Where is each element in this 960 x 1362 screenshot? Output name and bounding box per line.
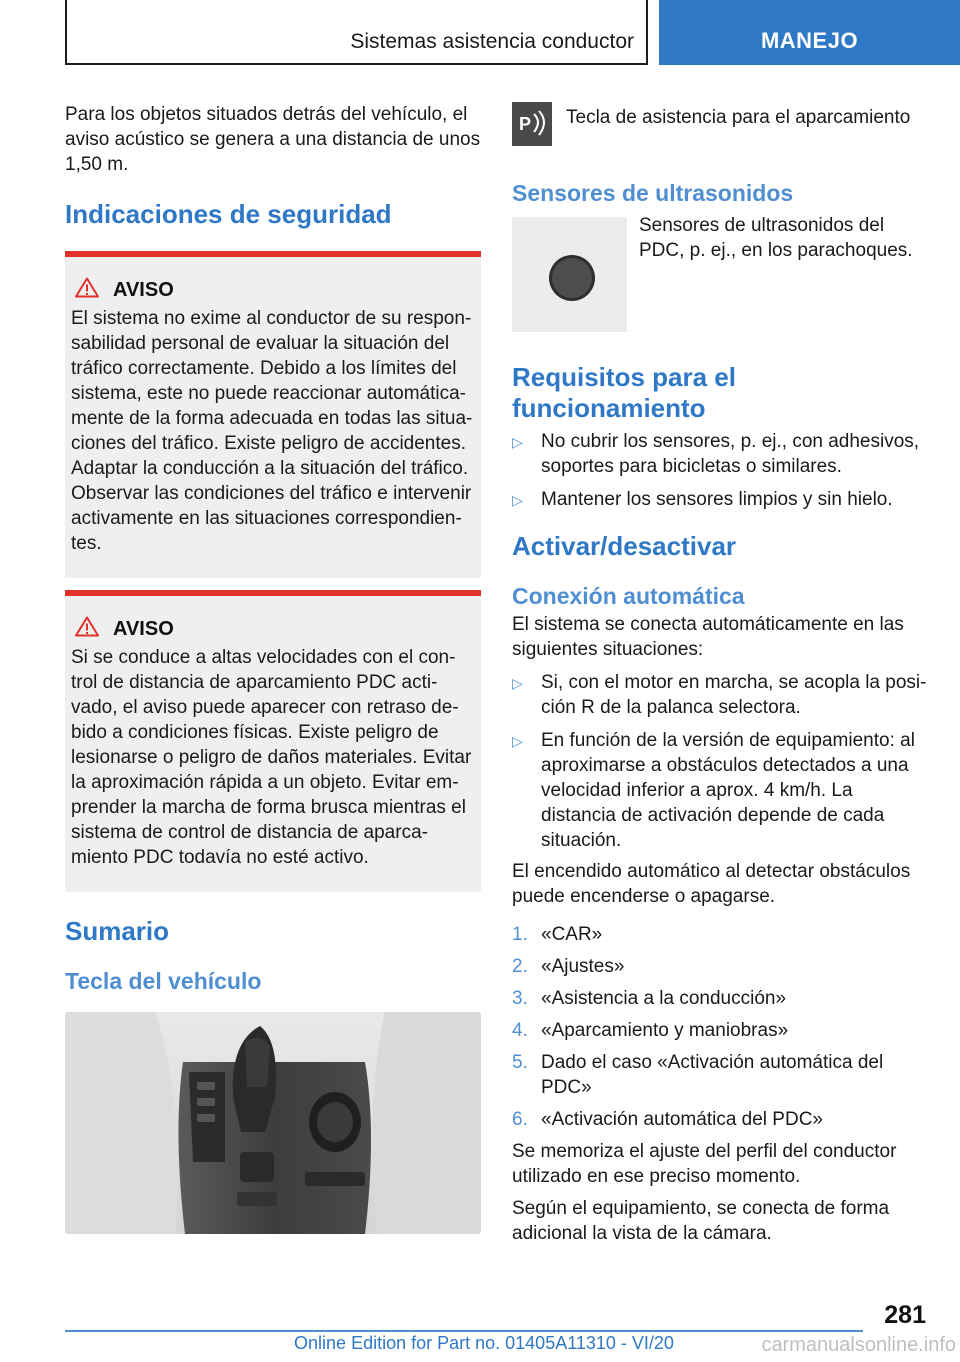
- warning-text: El sistema no exime al conductor de su responsabilidad personal de evaluar la situación del tráfico correctamente. Debido a los límites del sistema, este no puede reaccionar automáticamente de la forma adecuada en todas las situaciones del tráfico. Existe peligro de accidentes. Adaptar la conducción a la situación del tráfico. Observar las condiciones del tráfico e intervenir activamente en las situaciones correspondientes.: [71, 308, 473, 554]
- footer-divider: [65, 1330, 863, 1332]
- edition-link[interactable]: Online Edition for Part no. 01405A11310 - VI/20: [294, 1333, 674, 1353]
- watermark-logo: carmanualsonline.info: [761, 1334, 956, 1356]
- list-item: 4. «Aparcamiento y maniobras»: [512, 1020, 789, 1041]
- ultrasonic-text: Sensores de ultrasonidos del PDC, p. ej., en los parachoques.: [639, 215, 913, 261]
- header-chapter-label: MANEJO: [760, 28, 859, 53]
- ultrasonic-heading: Sensores de ultrasonidos: [512, 180, 794, 206]
- header-section-title: Sistemas asistencia conductor: [350, 30, 634, 53]
- list-item: ▷ No cubrir los sensores, p. ej., con adhesivos, soportes para bicicletas o similares.: [512, 431, 920, 477]
- header-chapter-tab[interactable]: [659, 0, 960, 65]
- list-item: 6. «Activación automática del PDC»: [512, 1109, 823, 1130]
- auto-connect-heading: Conexión automática: [512, 583, 745, 609]
- right-column: [512, 102, 932, 1246]
- requirements-heading: Requisitos para el funcionamiento: [512, 362, 736, 423]
- requirements-list: [512, 429, 932, 513]
- list-item: 2. «Ajustes»: [512, 956, 625, 977]
- activate-heading: Activar/desactivar: [512, 531, 737, 561]
- page-number: 281: [884, 1301, 926, 1329]
- vehicle-key-heading: Tecla del vehículo: [65, 968, 262, 994]
- safety-heading: Indicaciones de seguridad: [65, 199, 392, 229]
- warning-box-1: [65, 251, 481, 578]
- warning-title: AVISO: [113, 278, 174, 301]
- header-section-box: [65, 0, 648, 65]
- list-item: ▷ En función de la versión de equipamiento: al aproximarse a obstáculos detectados a una velocidad inferior a aprox. 4 km/h. La distancia de activación depende de cada situación.: [512, 730, 915, 851]
- list-item: 1. «CAR»: [512, 924, 603, 945]
- intro-paragraph: Para los objetos situados detrás del vehículo, el aviso acústico se genera a una distancia de unos 1,50 m.: [65, 104, 481, 175]
- list-item: 3. «Asistencia a la conducción»: [512, 988, 787, 1009]
- left-column: [65, 102, 481, 1234]
- settings-steps-list: [512, 922, 932, 1132]
- warning-triangle-icon: [75, 277, 99, 303]
- ultrasonic-sensor-image: [512, 217, 627, 332]
- list-item: 5. Dado el caso «Activación automática del PDC»: [512, 1052, 884, 1098]
- warning-text: Si se conduce a altas velocidades con el control de distancia de aparcamiento PDC activado, el aviso puede aparecer con retraso debido a condiciones físicas. Existe peligro de lesionarse o peligro de daños materiales. Evitar la aproximación rápida a un objeto. Evitar emprender la marcha de forma brusca mientras el sistema de control de distancia de aparcamiento PDC todavía no esté activo.: [71, 647, 472, 868]
- list-item: ▷ Si, con el motor en marcha, se acopla la posición R de la palanca selectora.: [512, 672, 927, 718]
- list-item: ▷ Mantener los sensores limpios y sin hielo.: [512, 487, 932, 513]
- auto-intro: El sistema se conecta automáticamente en las siguientes situaciones:: [512, 614, 904, 660]
- camera-text: Según el equipamiento, se conecta de forma adicional la vista de la cámara.: [512, 1198, 890, 1244]
- memo-text: Se memoriza el ajuste del perfil del conductor utilizado en ese preciso momento.: [512, 1141, 897, 1187]
- bullet-marker: ▷: [512, 675, 523, 691]
- auto-note: El encendido automático al detectar obstáculos puede encenderse o apagarse.: [512, 861, 911, 907]
- warning-title: AVISO: [113, 617, 174, 640]
- svg-text:P: P: [519, 114, 532, 134]
- warning-triangle-icon: [75, 616, 99, 642]
- parking-key-label: Tecla de asistencia para el aparcamiento: [566, 107, 911, 128]
- parking-assist-icon: [512, 102, 552, 151]
- auto-conditions-list: [512, 670, 932, 853]
- summary-heading: Sumario: [65, 916, 170, 946]
- bullet-marker: ▷: [512, 434, 523, 450]
- vehicle-console-photo: [65, 1012, 481, 1234]
- bullet-marker: ▷: [512, 733, 523, 749]
- bullet-marker: ▷: [512, 492, 523, 508]
- warning-box-2: [65, 590, 481, 892]
